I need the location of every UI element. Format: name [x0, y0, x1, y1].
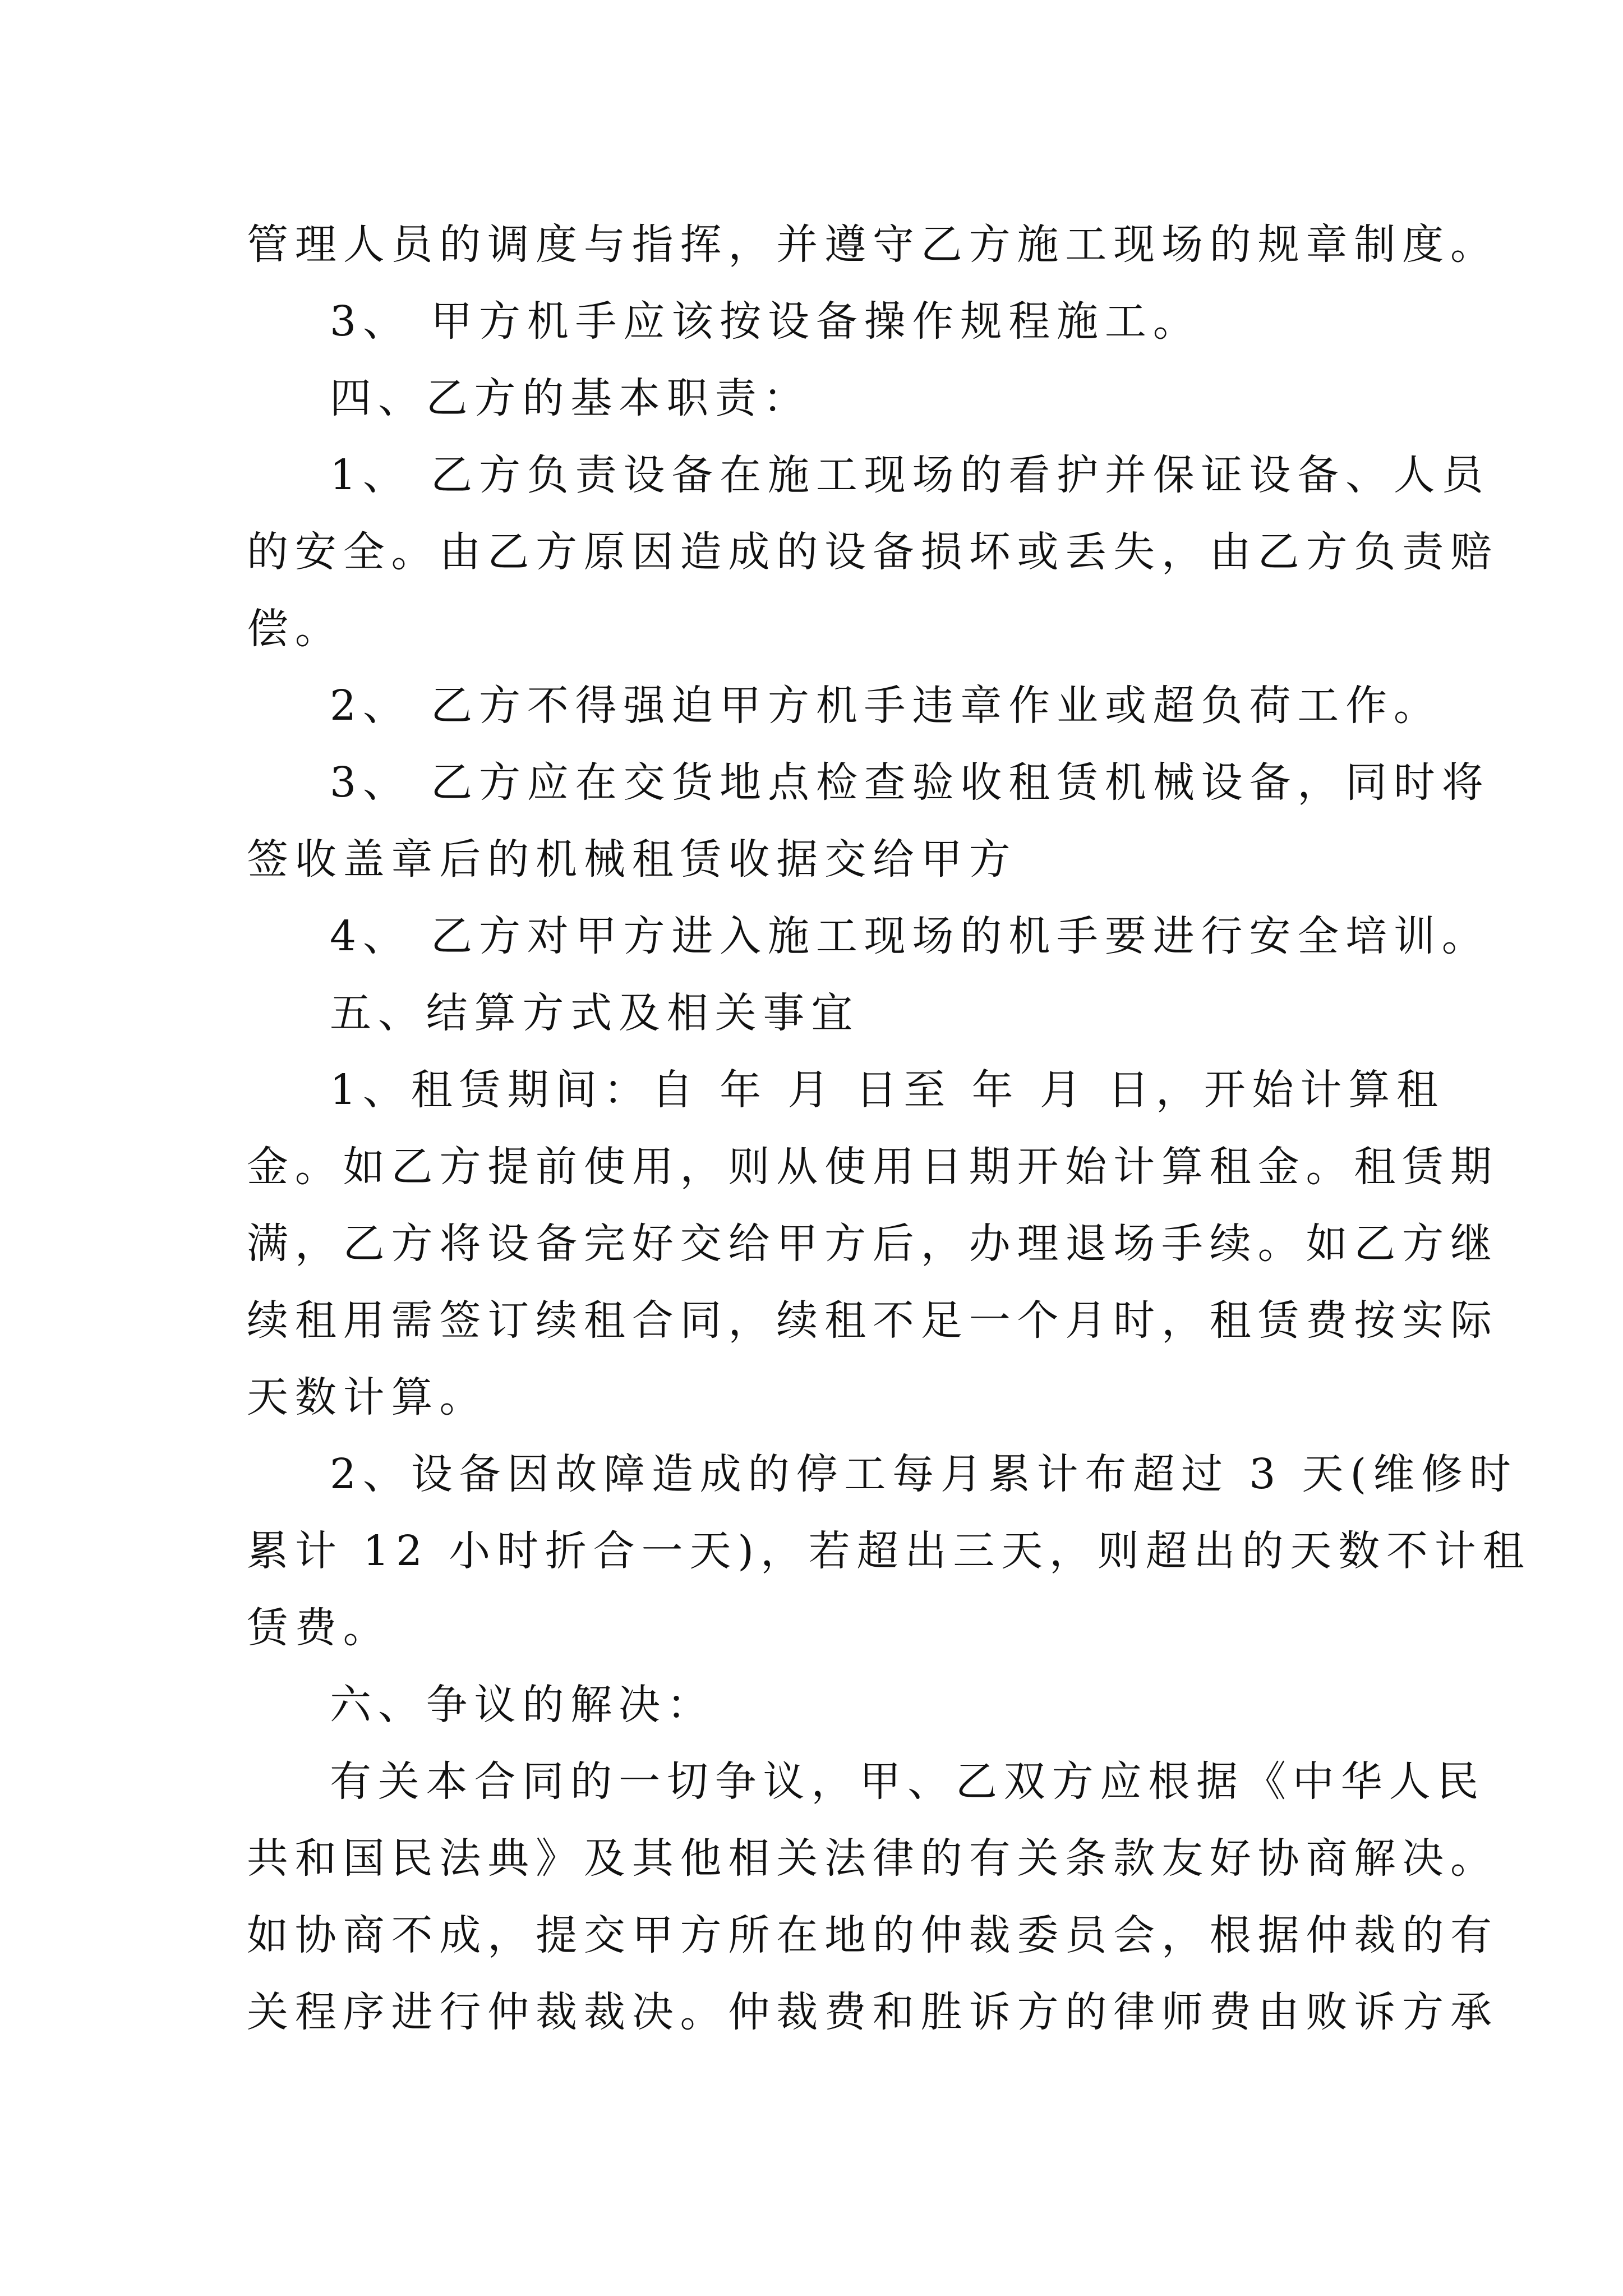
section-heading: 五、结算方式及相关事宜: [330, 989, 860, 1037]
contract-text-body: [247, 206, 1531, 2051]
text-line: 2、设备因故障造成的停工每月累计布超过 3 天(维修时: [330, 1450, 1518, 1498]
section-heading: 六、争议的解决：: [330, 1681, 715, 1729]
text-line: 共和国民法典》及其他相关法律的有关条款友好协商解决。: [247, 1834, 1498, 1883]
text-line: 天数计算。: [247, 1373, 488, 1421]
text-line: 关程序进行仲裁裁决。仲裁费和胜诉方的律师费由败诉方承: [247, 1988, 1498, 2036]
text-line: 签收盖章后的机械租赁收据交给甲方: [247, 835, 1017, 884]
text-line: 满，乙方将设备完好交给甲方后，办理退场手续。如乙方继: [247, 1220, 1498, 1268]
text-line: 1、租赁期间：自 年 月 日至 年 月 日，开始计算租: [330, 1066, 1445, 1114]
text-line: 4、 乙方对甲方进入施工现场的机手要进行安全培训。: [330, 912, 1490, 960]
text-line: 的安全。由乙方原因造成的设备损坏或丢失，由乙方负责赔: [247, 528, 1498, 576]
text-line: 金。如乙方提前使用，则从使用日期开始计算租金。租赁期: [247, 1143, 1498, 1191]
text-line: 有关本合同的一切争议，甲、乙双方应根据《中华人民: [330, 1757, 1486, 1806]
text-line: 3、 甲方机手应该按设备操作规程施工。: [330, 297, 1201, 346]
text-line: 管理人员的调度与指挥，并遵守乙方施工现场的规章制度。: [247, 220, 1498, 269]
text-line: 如协商不成，提交甲方所在地的仲裁委员会，根据仲裁的有: [247, 1911, 1498, 1959]
text-line: 续租用需签订续租合同，续租不足一个月时，租赁费按实际: [247, 1296, 1498, 1345]
text-line: 赁费。: [247, 1604, 391, 1652]
text-line: 3、 乙方应在交货地点检查验收租赁机械设备，同时将: [330, 758, 1490, 807]
text-line: 偿。: [247, 605, 343, 653]
text-line: 累计 12 小时折合一天)，若超出三天，则超出的天数不计租: [247, 1527, 1531, 1575]
section-heading: 四、乙方的基本职责：: [330, 374, 811, 422]
text-line: 1、 乙方负责设备在施工现场的看护并保证设备、人员: [330, 451, 1490, 499]
text-line: 2、 乙方不得强迫甲方机手违章作业或超负荷工作。: [330, 682, 1442, 730]
